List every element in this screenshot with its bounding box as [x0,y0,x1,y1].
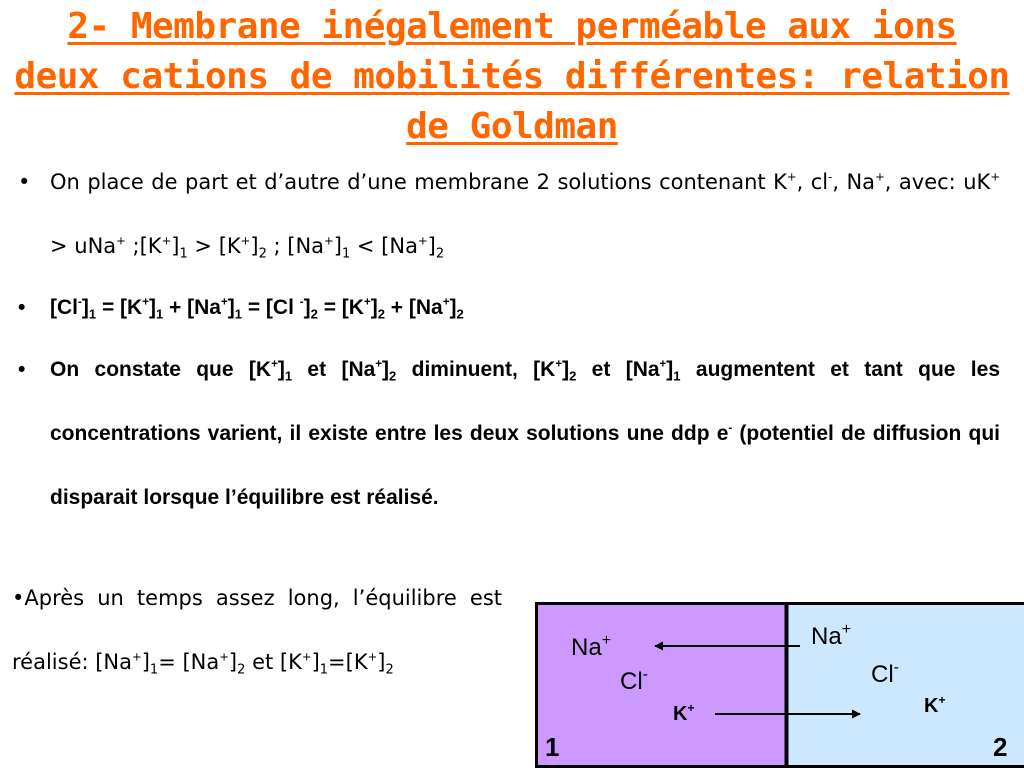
left-k-label: K+ [673,701,695,725]
right-cl-label: Cl- [871,659,899,688]
left-cl-label: Cl- [620,666,648,695]
bullet-observation: • On constate que $[K^+]_1$ et $[Na^+]_2$ diminuent, $[K^+]_2$ et $[Na^+]_1$ augmentent et tant que les concentrations varient, il existe entre les deux solutions une ddp e- (potentiel de diffusion qui disparait lorsque l’équilibre est réalisé. [18,338,1000,530]
title-line-3: de Goldman [406,106,618,147]
bullet-electroneutrality: • $[Cl^-]_1 = [K^+]_1 + [Na^+]_1 = [Cl$ $^-]_2 = [K^+]_2 + [Na^+]_2$ [18,286,1000,330]
equilibrium-note: •Après un temps assez long, l’équilibre est réalisé: $[Na^+]_1= [Na^+]_2$ et $[K^+]_1=[K^+]_2$ [12,586,502,678]
right-na-label: Na+ [811,621,852,650]
compartment-1-number: 1 [545,732,560,762]
slide-title [10,2,1014,152]
title-line-1: 2- Membrane inégalement perméable aux ions [67,6,957,47]
membrane-diagram [535,602,1024,768]
compartment-2-number: 2 [993,732,1008,762]
bullet-setup: • On place de part et d’autre d’une membrane 2 solutions contenant K+, cl-, Na+, avec: uK+ > uNa+ $;[K^+]_1 > [K^+]_2$ ; $[Na^+]_1 < [Na^+]_2$ [18,150,1000,278]
right-k-label: K+ [924,693,946,717]
bullet-list [18,150,1000,530]
compartment-1 [537,604,787,767]
title-line-2: deux cations de mobilités différentes: relation [14,56,1010,97]
left-na-label: Na+ [571,632,612,661]
